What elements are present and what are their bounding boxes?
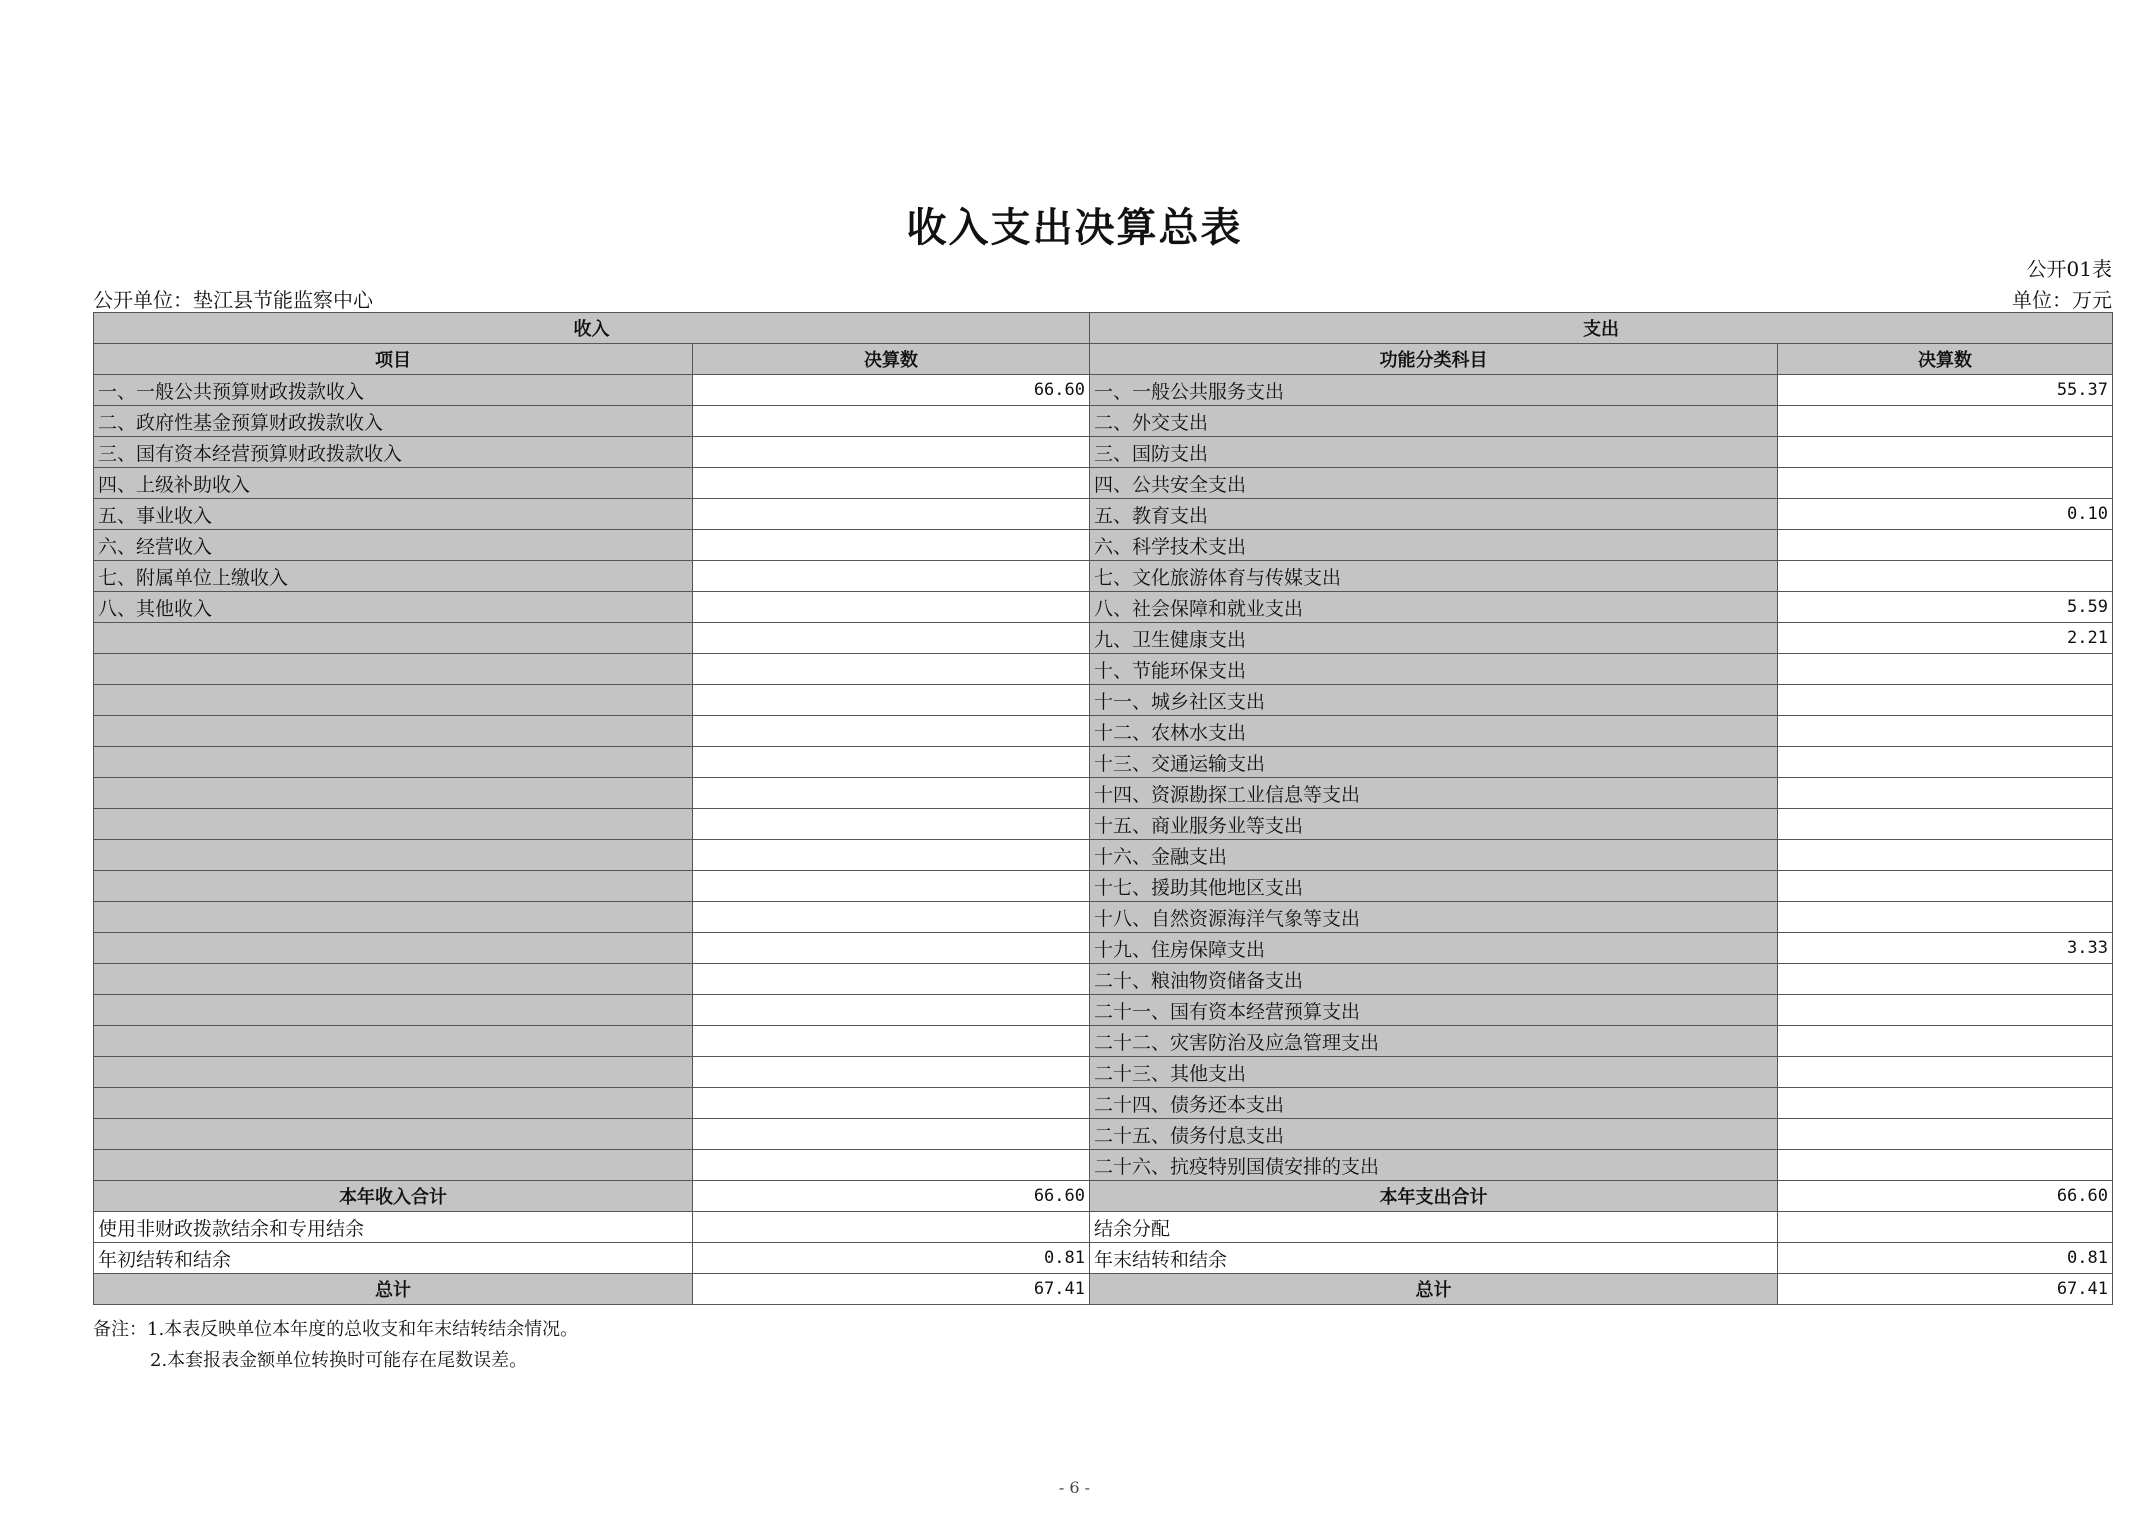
grand-income-value: 67.41 xyxy=(693,1274,1090,1305)
income-amount-cell xyxy=(693,592,1090,623)
reporting-unit: 公开单位：垫江县节能监察中心 xyxy=(93,288,373,312)
income-item-cell xyxy=(94,871,693,902)
expense-item-cell: 二十三、其他支出 xyxy=(1090,1057,1778,1088)
balance-row xyxy=(94,1243,2113,1274)
expense-amount-cell xyxy=(1778,654,2113,685)
income-amount-cell xyxy=(693,871,1090,902)
expense-amount-cell xyxy=(1778,716,2113,747)
expense-item-cell: 二十五、债务付息支出 xyxy=(1090,1119,1778,1150)
expense-amount-cell xyxy=(1778,530,2113,561)
expense-amount-cell xyxy=(1778,437,2113,468)
table-row xyxy=(94,1088,2113,1119)
note-line-1: 备注：1.本表反映单位本年度的总收支和年末结转结余情况。 xyxy=(93,1319,579,1340)
expense-header: 支出 xyxy=(1090,313,2113,344)
table-row xyxy=(94,623,2113,654)
income-amount-cell xyxy=(693,1088,1090,1119)
table-row xyxy=(94,964,2113,995)
income-amount-cell xyxy=(693,1212,1090,1243)
income-amount-cell xyxy=(693,716,1090,747)
income-item-cell: 三、国有资本经营预算财政拨款收入 xyxy=(94,437,693,468)
expense-item-cell: 结余分配 xyxy=(1090,1212,1778,1243)
income-amount-cell xyxy=(693,995,1090,1026)
income-item-cell xyxy=(94,1119,693,1150)
income-header: 收入 xyxy=(94,313,1090,344)
expense-amount-cell xyxy=(1778,747,2113,778)
expense-amount-cell xyxy=(1778,902,2113,933)
income-amount-cell xyxy=(693,964,1090,995)
expense-item-cell: 七、文化旅游体育与传媒支出 xyxy=(1090,561,1778,592)
income-item-cell xyxy=(94,1026,693,1057)
year-expense-value: 66.60 xyxy=(1778,1181,2113,1212)
expense-amount-cell xyxy=(1778,840,2113,871)
year-expense-label: 本年支出合计 xyxy=(1090,1181,1778,1212)
income-amount-cell xyxy=(693,840,1090,871)
income-item-cell: 使用非财政拨款结余和专用结余 xyxy=(94,1212,693,1243)
expense-amount-cell xyxy=(1778,809,2113,840)
table-row xyxy=(94,499,2113,530)
expense-item-cell: 二十、粮油物资储备支出 xyxy=(1090,964,1778,995)
table-row xyxy=(94,716,2113,747)
table-row xyxy=(94,995,2113,1026)
expense-amount-cell: 2.21 xyxy=(1778,623,2113,654)
income-item-cell xyxy=(94,902,693,933)
table-row xyxy=(94,1150,2113,1181)
table-row xyxy=(94,406,2113,437)
income-amount-cell xyxy=(693,561,1090,592)
income-item-cell: 七、附属单位上缴收入 xyxy=(94,561,693,592)
expense-amount-cell: 5.59 xyxy=(1778,592,2113,623)
table-row xyxy=(94,933,2113,964)
table-row xyxy=(94,840,2113,871)
header-row-columns xyxy=(94,344,2113,375)
expense-item-cell: 二十四、债务还本支出 xyxy=(1090,1088,1778,1119)
table-row xyxy=(94,468,2113,499)
table-row xyxy=(94,747,2113,778)
income-expense-table xyxy=(93,312,2113,1305)
header-row-group xyxy=(94,313,2113,344)
income-item-cell: 四、上级补助收入 xyxy=(94,468,693,499)
expense-amount-cell: 3.33 xyxy=(1778,933,2113,964)
income-item-cell: 年初结转和结余 xyxy=(94,1243,693,1274)
income-amount-cell xyxy=(693,1057,1090,1088)
table-row xyxy=(94,654,2113,685)
expense-item-cell: 二十二、灾害防治及应急管理支出 xyxy=(1090,1026,1778,1057)
expense-amount-cell xyxy=(1778,1119,2113,1150)
table-row xyxy=(94,375,2113,406)
expense-item-cell: 一、一般公共服务支出 xyxy=(1090,375,1778,406)
expense-item-cell: 十四、资源勘探工业信息等支出 xyxy=(1090,778,1778,809)
expense-amount-cell xyxy=(1778,964,2113,995)
income-item-cell xyxy=(94,716,693,747)
income-amount-cell xyxy=(693,654,1090,685)
expense-item-cell: 十六、金融支出 xyxy=(1090,840,1778,871)
amount-header-2: 决算数 xyxy=(1778,344,2113,375)
expense-item-cell: 十二、农林水支出 xyxy=(1090,716,1778,747)
income-item-cell: 六、经营收入 xyxy=(94,530,693,561)
expense-item-cell: 年末结转和结余 xyxy=(1090,1243,1778,1274)
expense-amount-cell xyxy=(1778,1057,2113,1088)
expense-amount-cell xyxy=(1778,468,2113,499)
year-income-label: 本年收入合计 xyxy=(94,1181,693,1212)
grand-total-row xyxy=(94,1274,2113,1305)
expense-item-cell: 十三、交通运输支出 xyxy=(1090,747,1778,778)
table-body xyxy=(94,313,2113,1305)
income-amount-cell xyxy=(693,530,1090,561)
income-item-cell xyxy=(94,840,693,871)
currency-unit: 单位：万元 xyxy=(2012,288,2112,312)
expense-amount-cell: 0.81 xyxy=(1778,1243,2113,1274)
expense-amount-cell: 55.37 xyxy=(1778,375,2113,406)
note-line-2: 2.本套报表金额单位转换时可能存在尾数误差。 xyxy=(150,1350,528,1371)
income-amount-cell xyxy=(693,406,1090,437)
income-item-cell xyxy=(94,1150,693,1181)
expense-item-cell: 八、社会保障和就业支出 xyxy=(1090,592,1778,623)
income-item-cell xyxy=(94,685,693,716)
expense-item-cell: 四、公共安全支出 xyxy=(1090,468,1778,499)
table-row xyxy=(94,1119,2113,1150)
income-item-cell xyxy=(94,623,693,654)
income-amount-cell xyxy=(693,809,1090,840)
income-item-cell xyxy=(94,747,693,778)
grand-expense-value: 67.41 xyxy=(1778,1274,2113,1305)
income-amount-cell xyxy=(693,1150,1090,1181)
expense-amount-cell xyxy=(1778,406,2113,437)
expense-amount-cell xyxy=(1778,561,2113,592)
income-amount-cell: 0.81 xyxy=(693,1243,1090,1274)
table-row xyxy=(94,778,2113,809)
grand-income-label: 总计 xyxy=(94,1274,693,1305)
income-amount-cell xyxy=(693,1119,1090,1150)
income-item-cell xyxy=(94,995,693,1026)
income-amount-cell xyxy=(693,468,1090,499)
table-row xyxy=(94,437,2113,468)
income-item-cell xyxy=(94,964,693,995)
income-item-cell xyxy=(94,1057,693,1088)
table-row xyxy=(94,902,2113,933)
income-amount-cell xyxy=(693,778,1090,809)
expense-item-cell: 二十六、抗疫特别国债安排的支出 xyxy=(1090,1150,1778,1181)
income-item-cell: 一、一般公共预算财政拨款收入 xyxy=(94,375,693,406)
table-row xyxy=(94,685,2113,716)
income-amount-cell xyxy=(693,902,1090,933)
expense-item-cell: 十九、住房保障支出 xyxy=(1090,933,1778,964)
table-row xyxy=(94,592,2113,623)
expense-item-cell: 十五、商业服务业等支出 xyxy=(1090,809,1778,840)
table-row xyxy=(94,1026,2113,1057)
income-amount-cell xyxy=(693,623,1090,654)
page-title: 收入支出决算总表 xyxy=(906,205,1243,251)
expense-amount-cell xyxy=(1778,1088,2113,1119)
income-item-cell xyxy=(94,778,693,809)
grand-expense-label: 总计 xyxy=(1090,1274,1778,1305)
expense-item-cell: 十七、援助其他地区支出 xyxy=(1090,871,1778,902)
expense-item-cell: 二、外交支出 xyxy=(1090,406,1778,437)
expense-amount-cell xyxy=(1778,871,2113,902)
income-amount-cell xyxy=(693,499,1090,530)
expense-item-cell: 六、科学技术支出 xyxy=(1090,530,1778,561)
income-item-cell: 八、其他收入 xyxy=(94,592,693,623)
expense-amount-cell xyxy=(1778,995,2113,1026)
balance-row xyxy=(94,1212,2113,1243)
year-total-row xyxy=(94,1181,2113,1212)
expense-item-cell: 三、国防支出 xyxy=(1090,437,1778,468)
expense-amount-cell xyxy=(1778,1212,2113,1243)
income-item-cell: 二、政府性基金预算财政拨款收入 xyxy=(94,406,693,437)
table-row xyxy=(94,809,2113,840)
income-amount-cell xyxy=(693,1026,1090,1057)
year-income-value: 66.60 xyxy=(693,1181,1090,1212)
expense-amount-cell xyxy=(1778,778,2113,809)
expense-item-cell: 九、卫生健康支出 xyxy=(1090,623,1778,654)
expense-item-cell: 十、节能环保支出 xyxy=(1090,654,1778,685)
table-row xyxy=(94,530,2113,561)
expense-amount-cell: 0.10 xyxy=(1778,499,2113,530)
func-item-header: 功能分类科目 xyxy=(1090,344,1778,375)
income-item-cell xyxy=(94,1088,693,1119)
table-code: 公开01表 xyxy=(2026,257,2112,281)
expense-item-cell: 五、教育支出 xyxy=(1090,499,1778,530)
table-row xyxy=(94,561,2113,592)
expense-item-cell: 十一、城乡社区支出 xyxy=(1090,685,1778,716)
expense-item-cell: 二十一、国有资本经营预算支出 xyxy=(1090,995,1778,1026)
income-amount-cell xyxy=(693,437,1090,468)
income-amount-cell: 66.60 xyxy=(693,375,1090,406)
income-amount-cell xyxy=(693,933,1090,964)
expense-amount-cell xyxy=(1778,1150,2113,1181)
income-amount-cell xyxy=(693,685,1090,716)
expense-item-cell: 十八、自然资源海洋气象等支出 xyxy=(1090,902,1778,933)
page-number: - 6 - xyxy=(1058,1478,1091,1497)
income-item-cell xyxy=(94,654,693,685)
income-item-cell: 五、事业收入 xyxy=(94,499,693,530)
table-row xyxy=(94,871,2113,902)
income-item-cell xyxy=(94,933,693,964)
expense-amount-cell xyxy=(1778,685,2113,716)
income-item-cell xyxy=(94,809,693,840)
expense-amount-cell xyxy=(1778,1026,2113,1057)
item-header: 项目 xyxy=(94,344,693,375)
income-amount-cell xyxy=(693,747,1090,778)
amount-header: 决算数 xyxy=(693,344,1090,375)
table-row xyxy=(94,1057,2113,1088)
